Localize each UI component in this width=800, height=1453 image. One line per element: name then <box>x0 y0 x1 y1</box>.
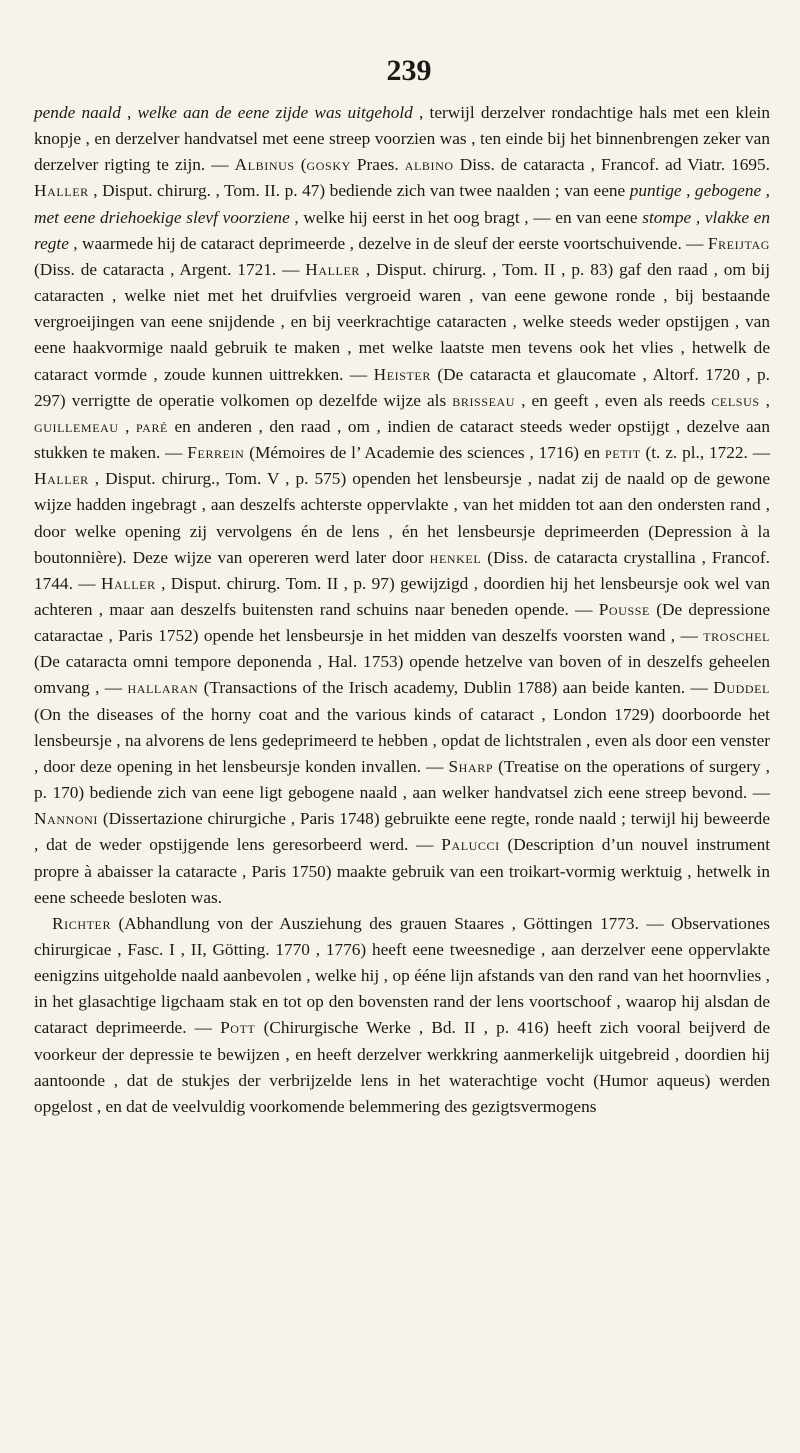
paragraph <box>34 100 770 911</box>
text-run: , Disput. chirurg. Tom. II , p. 97) gewijzigd , doordien hij het lensbeursje ook wel van achteren , maar aan deszelfs buitensten rand schuins naar beneden opende. — <box>34 573 771 619</box>
author-name: hallaran <box>127 678 199 698</box>
text-run: , terwijl derzelver rondachtige hals met een klein knopje , en derzelver handvatsel met eene streep voorzien was , ten einde bij het binnenbrengen zeker van derzelver rigting te zijn. — <box>34 103 770 175</box>
author-name: Palucci <box>441 835 500 855</box>
author-name: Richter <box>52 913 112 933</box>
text-run: (Abhandlung von der Ausziehung des grauen Staares , Göttingen 1773. — Observationes chirurgicae , Fasc. I , II, Götting. 1770 , 1776) heeft eene tweesnedige , aan derzelver eene oppervlakte eenigzins uitgeholde naald aanbevolen , welke hij , op ééne lijn afstands van den rand van het hoornvlies , in het glasachtige ligchaam stak en tot op den bovensten rand der lens voortschoof , waarop hij alsdan de cataract deprimeerde. — <box>34 913 770 1038</box>
text-run: (t. z. pl., 1722. — <box>640 443 771 463</box>
author-name: brisseau <box>452 390 516 410</box>
author-name: Pousse <box>598 599 650 619</box>
author-name: Nannoni <box>34 809 99 829</box>
author-name: Haller <box>100 573 156 593</box>
text-run: (Chirurgische Werke , Bd. II , p. 416) heeft zich vooral beijverd de voorkeur der depressie te bewijzen , en heeft derzelver werkkring aanmerkelijk uitgebreid , doordien hij aantoonde , dat de stukjes der verbrijzelde lens in het waterachtige vocht (Humor aqueus) werden opgelost , en dat de veelvuldig voorkomende belemmering des gezigtsvermogens <box>34 1018 770 1116</box>
text-run: (Mémoires de l’ Academie des sciences , 1716) en <box>244 443 605 463</box>
emphasis-text: stompe , vlakke en regte <box>34 207 770 253</box>
author-name: gosky <box>306 155 351 175</box>
text-run: Diss. de cataracta , Francof. ad Viatr. 1695. <box>453 155 770 175</box>
text-run: (Transactions of the Irisch academy, Dublin 1788) aan beide kanten. — <box>198 678 714 698</box>
text-run: (Diss. de cataracta crystallina , Francof. 1744. — <box>34 547 770 593</box>
author-name: henkel <box>429 547 482 567</box>
author-name: Freijtag <box>707 233 770 253</box>
text-run: Praes. <box>350 155 405 175</box>
author-name: Haller <box>34 469 89 489</box>
text-run: , <box>759 390 770 410</box>
text-run: (De cataracta et glaucomate , Altorf. 1720 , p. 297) verrigtte de operatie volkomen op dezelfde wijze als <box>34 364 770 410</box>
author-name: Haller <box>305 259 361 279</box>
text-run: (Description d’un nouvel instrument propre à abaisser la cataracte , Paris 1750) maakte gebruik van een troikart-vormig werktuig , hetwelk in eene scheede besloten was. <box>34 835 771 907</box>
text-run: , Disput. chirurg., Tom. V , p. 575) openden het lensbeursje , nadat zij de naald op de gewone wijze hadden ingebragt , aan deszelfs achterste oppervlakte , van het midden tot aan den ondersten rand , door welke opening zij vervolgens én de lens , én het lensbeursje deprimeerden (Depression à la boutonnière). Deze wijze van opereren werd later door <box>34 469 770 567</box>
text-run: (Diss. de cataracta , Argent. 1721. — <box>34 259 306 279</box>
text-run: (De cataracta omni tempore deponenda , Hal. 1753) opende hetzelve van boven of in deszelfs geheelen omvang , — <box>34 652 770 698</box>
page-number: 239 <box>386 54 432 87</box>
author-name: Haller <box>34 181 89 201</box>
text-run: (On the diseases of the horny coat and the various kinds of cataract , London 1729) doorboorde het lensbeursje , na alvorens de lens gedeprimeerd te hebben , opdat de lichtstralen , even als door een venster , door deze opening in het lensbeursje konden invallen. — <box>34 704 770 776</box>
text-run: en anderen , den raad , om , indien de cataract steeds weder opstijgt , dezelve aan stukken te maken. — <box>34 416 770 463</box>
emphasis-text: pende naald , welke aan de eene zijde was uitgehold <box>34 103 413 122</box>
author-name: guillemeau <box>34 416 119 436</box>
author-name: Duddel <box>713 678 770 698</box>
author-name: Pott <box>220 1018 256 1038</box>
author-name: albino <box>404 155 454 175</box>
text-run: , waarmede hij de cataract deprimeerde , dezelve in de sleuf der eerste voortschuivende. — <box>68 233 708 253</box>
paragraph <box>34 911 770 1120</box>
emphasis-text: puntige , gebogene , met eene driehoekige slevf voorziene <box>34 181 770 227</box>
text-run: , <box>118 416 136 436</box>
text-run: , en geeft , even als reeds <box>515 390 712 410</box>
body-text <box>34 100 770 1120</box>
text-run: , Disput. chirurg. , Tom. II , p. 83) gaf den raad , om bij cataracten , welke niet met het druifvlies vergroeid waren , van eene gewone ronde , bij bestaande vergroeijingen van eene snijdende , en bij veerkrachtige cataracten , welke steeds weder opstijgen , van eene haakvormige naald gebruik te maken , met welke laatste men tevens ook het vlies , hetwelk de cataract vormde , zoude kunnen uittrekken. — <box>34 259 771 384</box>
author-name: petit <box>604 443 641 463</box>
text-run: ( <box>294 155 307 175</box>
author-name: paré <box>136 416 168 436</box>
author-name: Albinus <box>234 155 295 175</box>
author-name: Ferrein <box>187 443 245 463</box>
text-run: (Dissertazione chirurgiche , Paris 1748) gebruikte eene regte, ronde naald ; terwijl hij beweerde , dat de weder opstijgende lens geresorbeerd werd. — <box>34 809 770 855</box>
author-name: celsus <box>711 390 760 410</box>
text-run: (Treatise on the operations of surgery , p. 170) bediende zich van eene ligt gebogene naald , aan welker handvatsel zich eene streep bevond. — <box>34 756 770 803</box>
author-name: Heister <box>373 364 431 384</box>
author-name: troschel <box>703 626 770 646</box>
text-run: , welke hij eerst in het oog bragt , — en van eene <box>289 207 643 227</box>
text-run: (De depressione cataractae , Paris 1752) opende het lensbeursje in het midden van deszelfs voorsten wand , — <box>34 599 770 646</box>
text-run: , Disput. chirurg. , Tom. II. p. 47) bediende zich van twee naalden ; van eene <box>88 181 630 201</box>
author-name: Sharp <box>448 756 494 776</box>
